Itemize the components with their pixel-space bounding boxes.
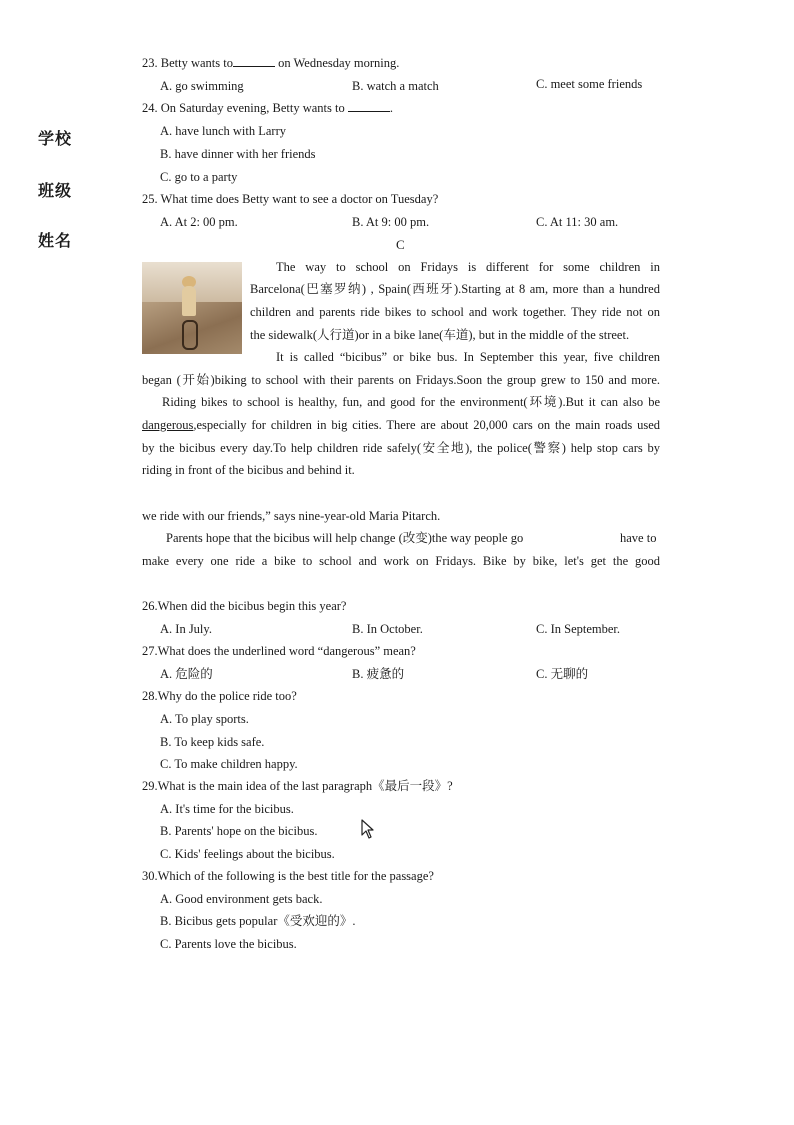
passage-line: riding in front of the bicibus and behind it.	[142, 463, 355, 477]
q27-option-c[interactable]: C. 无聊的	[536, 667, 589, 681]
passage-line: the sidewalk(人行道)or in a bike lane(车道), but in the middle of the street.	[250, 328, 630, 342]
q27-option-a[interactable]: A. 危险的	[160, 667, 213, 681]
q29-option-b[interactable]: B. Parents' hope on the bicibus.	[160, 824, 318, 838]
q24-option-a[interactable]: A. have lunch with Larry	[160, 124, 287, 138]
underlined-word: dangerous	[142, 418, 194, 432]
passage-line: make every one ride a bike to school and work on Fridays. Bike by bike, let's get the good	[142, 554, 660, 568]
question-23	[142, 55, 399, 72]
q28-option-c[interactable]: C. To make children happy.	[160, 757, 298, 771]
question-24	[142, 100, 393, 117]
q24-option-c[interactable]: C. go to a party	[160, 170, 238, 184]
q30-option-c[interactable]: C. Parents love the bicibus.	[160, 937, 297, 951]
q30-option-b[interactable]: B. Bicibus gets popular《受欢迎的》.	[160, 914, 356, 928]
q25-option-b[interactable]: B. At 9: 00 pm.	[352, 215, 430, 229]
q28-option-a[interactable]: A. To play sports.	[160, 712, 249, 726]
school-label: 学校	[38, 129, 73, 148]
passage-line: have to	[620, 531, 657, 545]
q29-option-a[interactable]: A. It's time for the bicibus.	[160, 802, 294, 816]
question-24-text-end: .	[389, 101, 393, 115]
answer-blank[interactable]	[233, 55, 275, 67]
passage-line: began (开始)biking to school with their parents on Fridays.Soon the group grew to 150 and more.	[142, 373, 660, 387]
q27-option-b[interactable]: B. 疲惫的	[352, 667, 405, 681]
q23-option-b[interactable]: B. watch a match	[352, 79, 439, 93]
passage-line: children and parents ride bikes to school and work together. They ride not on	[250, 305, 660, 319]
passage-line: It is called “bicibus” or bike bus. In September this year, five children	[276, 350, 660, 364]
question-29-text: 29.What is the main idea of the last paragraph《最后一段》?	[142, 779, 453, 793]
question-28-text: 28.Why do the police ride too?	[142, 689, 297, 703]
q26-option-c[interactable]: C. In September.	[536, 622, 621, 636]
passage-line-rest: ,especially for children in big cities. There are about 20,000 cars on the main roads used	[193, 418, 660, 432]
q26-option-a[interactable]: A. In July.	[160, 622, 212, 636]
question-26-text: 26.When did the bicibus begin this year?	[142, 599, 347, 613]
passage-line: we ride with our friends,” says nine-year-old Maria Pitarch.	[142, 509, 441, 523]
q29-option-c[interactable]: C. Kids' feelings about the bicibus.	[160, 847, 335, 861]
answer-blank[interactable]	[348, 100, 390, 112]
q30-option-a[interactable]: A. Good environment gets back.	[160, 892, 323, 906]
q24-option-b[interactable]: B. have dinner with her friends	[160, 147, 316, 161]
q26-option-b[interactable]: B. In October.	[352, 622, 423, 636]
q23-option-c[interactable]: C. meet some friends	[536, 77, 643, 91]
name-label: 姓名	[38, 231, 73, 250]
question-27-text: 27.What does the underlined word “dangerous” mean?	[142, 644, 416, 658]
question-25-text: 25. What time does Betty want to see a doctor on Tuesday?	[142, 192, 439, 206]
q28-option-b[interactable]: B. To keep kids safe.	[160, 735, 265, 749]
mouse-cursor-icon	[361, 819, 375, 839]
q25-option-c[interactable]: C. At 11: 30 am.	[536, 215, 619, 229]
question-24-text: 24. On Saturday evening, Betty wants to	[142, 101, 345, 115]
question-30-text: 30.Which of the following is the best title for the passage?	[142, 869, 434, 883]
section-heading: C	[396, 237, 405, 252]
q25-option-a[interactable]: A. At 2: 00 pm.	[160, 215, 238, 229]
class-label: 班级	[38, 181, 73, 200]
passage-line: by the bicibus every day.To help children ride safely(安全地), the police(警察) help stop cars by	[142, 441, 660, 455]
question-23-text-end: on Wednesday morning.	[274, 56, 400, 70]
passage-photo	[142, 262, 242, 354]
passage-line: Parents hope that the bicibus will help change (改变)the way people go	[166, 531, 524, 545]
passage-line	[142, 417, 660, 434]
q23-option-a[interactable]: A. go swimming	[160, 79, 244, 93]
question-23-text: 23. Betty wants to	[142, 56, 233, 70]
passage-line: Barcelona(巴塞罗纳) , Spain(西班牙).Starting at 8 am, more than a hundred	[250, 282, 660, 296]
passage-line: Riding bikes to school is healthy, fun, and good for the environment(环境).But it can also be	[162, 395, 660, 409]
passage-line: The way to school on Fridays is different for some children in	[276, 260, 660, 274]
